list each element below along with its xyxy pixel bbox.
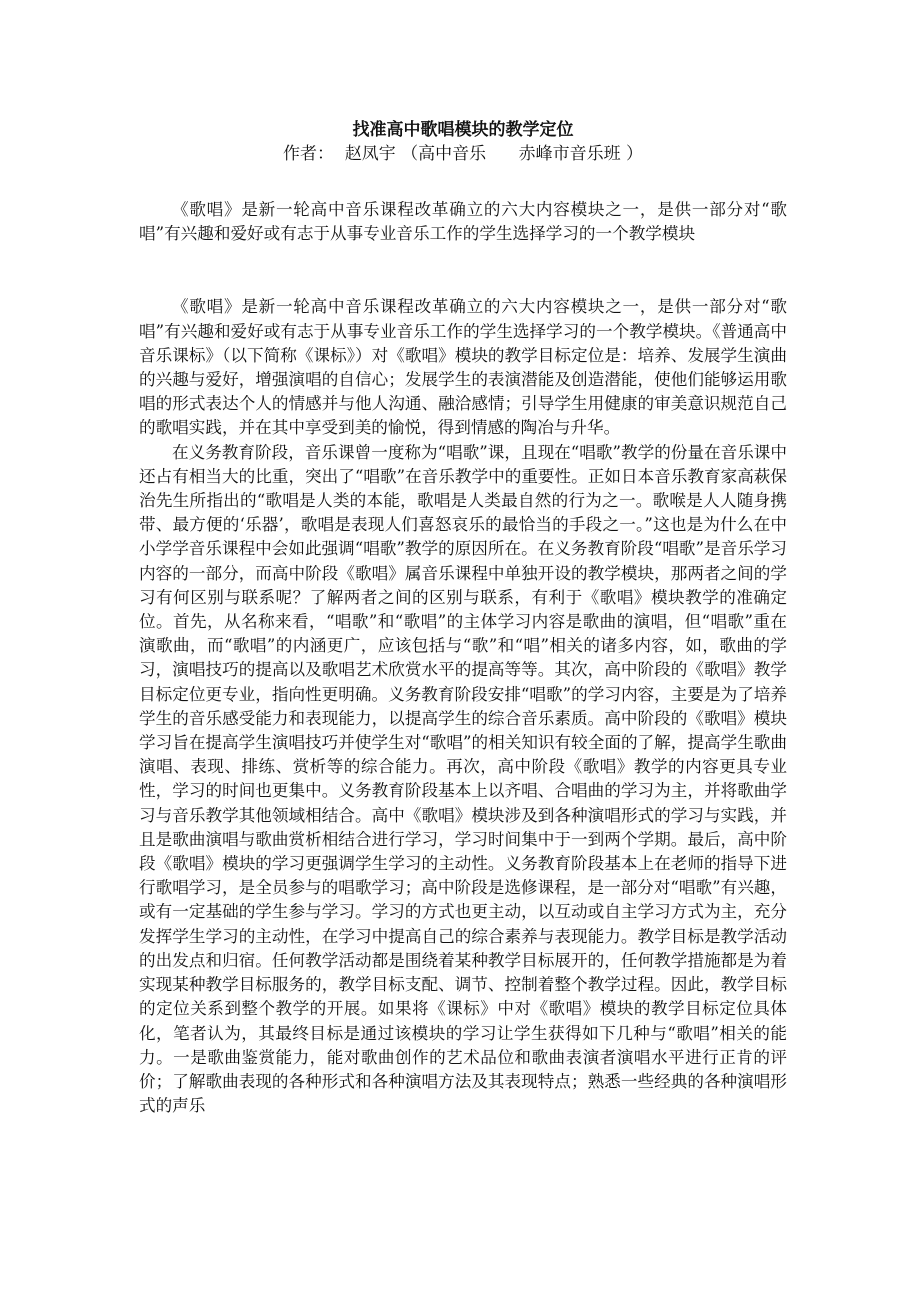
body-paragraph: 在义务教育阶段，音乐课曾一度称为“唱歌”课，且现在“唱歌”教学的份量在音乐课中还占有相当大的比重，突出了“唱歌”在音乐教学中的重要性。正如日本音乐教育家高萩保治先生所指出的“歌唱是人类的本能，歌唱是人类最自然的行为之一。歌喉是人人随身携带、最方便的‘乐器’，歌唱是表现人们喜怒哀乐的最恰当的手段之一。”这也是为什么在中小学学音乐课程中会如此强调“唱歌”教学的原因所在。在义务教育阶段“唱歌”是音乐学习内容的一部分，而高中阶段《歌唱》属音乐课程中单独开设的教学模块，那两者之间的学习有何区别与联系呢？了解两者之间的区别与联系，有利于《歌唱》模块教学的准确定位。首先，从名称来看，“唱歌”和“歌唱”的主体学习内容是歌曲的演唱，但“唱歌”重在演歌曲，而“歌唱”的内涵更广，应该包括与“歌”和“唱”相关的诸多内容，如，歌曲的学习，演唱技巧的提高以及歌唱艺术欣赏水平的提高等等。其次，高中阶段的《歌唱》教学目标定位更专业，指向性更明确。义务教育阶段安排“唱歌”的学习内容，主要是为了培养学生的音乐感受能力和表现能力，以提高学生的综合音乐素质。高中阶段的《歌唱》模块学习旨在提高学生演唱技巧并使学生对“歌唱”的相关知识有较全面的了解，提高学生歌曲演唱、表现、排练、赏析等的综合能力。再次，高中阶段《歌唱》教学的内容更具专业性，学习的时间也更集中。义务教育阶段基本上以齐唱、合唱曲的学习为主，并将歌曲学习与音乐教学其他领域相结合。高中《歌唱》模块涉及到各种演唱形式的学习与实践，并且是歌曲演唱与歌曲赏析相结合进行学习，学习时间集中于一到两个学期。最后，高中阶段《歌唱》模块的学习更强调学生学习的主动性。义务教育阶段基本上在老师的指导下进行歌唱学习，是全员参与的唱歌学习；高中阶段是选修课程，是一部分对“唱歌”有兴趣，或有一定基础的学生参与学习。学习的方式也更主动，以互动或自主学习方式为主，充分发挥学生学习的主动性，在学习中提高自己的综合素养与表现能力。教学目标是教学活动的出发点和归宿。任何教学活动都是围绕着某种教学目标展开的，任何教学措施都是为着实现某种教学目标服务的，教学目标支配、调节、控制着整个教学过程。因此，教学目标的定位关系到整个教学的开展。如果将《课标》中对《歌唱》模块的教学目标定位具体化，笔者认为，其最终目标是通过该模块的学习让学生获得如下几种与“歌唱”相关的能力。一是歌曲鉴赏能力，能对歌曲创作的艺术品位和歌曲表演者演唱水平进行正肯的评价；了解歌曲表现的各种形式和各种演唱方法及其表现特点；熟悉一些经典的各种演唱形式的声乐	[139, 442, 787, 1116]
author-line: 作者： 赵凤宇 （高中音乐 赤峰市音乐班 ）	[282, 144, 644, 164]
document-title: 找准高中歌唱模块的教学定位	[352, 120, 574, 140]
document-page	[139, 118, 787, 1118]
summary-paragraph: 《歌唱》是新一轮高中音乐课程改革确立的六大内容模块之一，是供一部分对“歌唱”有兴趣和爱好或有志于从事专业音乐工作的学生选择学习的一个教学模块	[139, 200, 787, 244]
body-paragraph: 《歌唱》是新一轮高中音乐课程改革确立的六大内容模块之一，是供一部分对“歌唱”有兴趣和爱好或有志于从事专业音乐工作的学生选择学习的一个教学模块。《普通高中音乐课标》（以下简称《课标》）对《歌唱》模块的教学目标定位是：培养、发展学生演曲的兴趣与爱好，增强演唱的自信心；发展学生的表演潜能及创造潜能，使他们能够运用歌唱的形式表达个人的情感并与他人沟通、融洽感情；引导学生用健康的审美意识规范自己的歌唱实践，并在其中享受到美的愉悦，得到情感的陶冶与升华。	[139, 297, 787, 438]
